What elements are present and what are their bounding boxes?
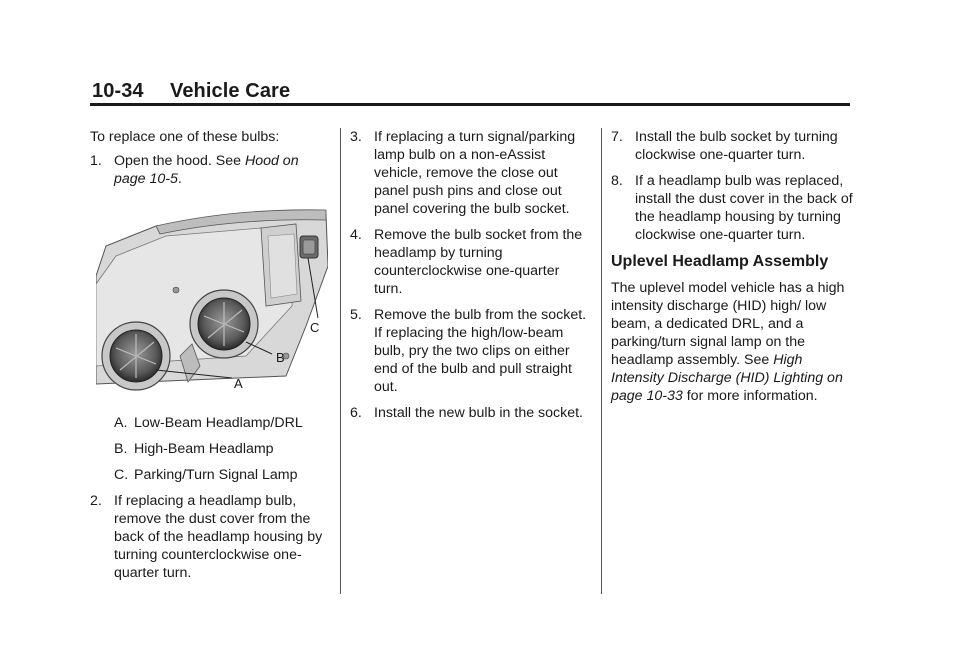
step-number: 8. xyxy=(611,173,623,189)
legend-text: High-Beam Headlamp xyxy=(134,441,274,457)
step-number: 2. xyxy=(90,493,102,509)
step-4 xyxy=(350,226,590,298)
callout-label-c: C xyxy=(310,320,320,335)
step-text: Remove the bulb socket from the headlamp by turning counterclockwise one-quarter turn. xyxy=(374,227,583,297)
headlamp-diagram xyxy=(96,206,328,396)
legend-key: C. xyxy=(114,467,129,483)
paragraph-text-end: for more information. xyxy=(682,388,818,404)
legend-item-b xyxy=(90,440,330,458)
step-6 xyxy=(350,404,590,422)
step-text: If replacing a turn signal/parking lamp bulb on a non-eAssist vehicle, remove the close out panel push pins and close out panel covering the bulb socket. xyxy=(374,129,576,217)
callout-label-b: B xyxy=(276,350,285,365)
legend-key: B. xyxy=(114,441,128,457)
step-8 xyxy=(611,172,855,244)
step-text: If replacing a headlamp bulb, remove the dust cover from the back of the headlamp housing by turning counterclockwise one-quarter turn. xyxy=(114,493,323,581)
section-title: Vehicle Care xyxy=(170,80,291,102)
step-text: If a headlamp bulb was replaced, install the dust cover in the back of the headlamp housing by turning clockwise one-quarter turn. xyxy=(635,173,853,243)
cross-reference-link[interactable]: High Intensity Discharge (HID) Lighting on page 10-33 xyxy=(611,352,843,404)
step-number: 7. xyxy=(611,129,623,145)
headlamp-illustration xyxy=(96,206,328,396)
legend-key: A. xyxy=(114,415,128,431)
step-number: 5. xyxy=(350,307,362,323)
intro-text: To replace one of these bulbs: xyxy=(90,129,280,145)
body-paragraph xyxy=(611,279,855,405)
paragraph-text: The uplevel model vehicle has a high intensity discharge (HID) high/ low beam, a dedicated DRL, and a parking/turn signal lamp on the headlamp assembly. See xyxy=(611,280,845,368)
cross-reference-link[interactable]: Hood on page 10-5 xyxy=(114,153,299,187)
step-5 xyxy=(350,306,590,396)
header-rule xyxy=(90,103,850,106)
callout-label-a: A xyxy=(234,376,243,391)
legend-item-c xyxy=(90,466,330,484)
step-text-end: . xyxy=(177,171,182,187)
section-heading: Uplevel Headlamp Assembly xyxy=(611,253,829,270)
step-text: Open the hood. See xyxy=(114,153,245,169)
page-number: 10-34 xyxy=(92,80,144,102)
legend-text: Parking/Turn Signal Lamp xyxy=(134,467,298,483)
step-1 xyxy=(90,152,330,188)
page-header xyxy=(92,80,290,103)
step-2 xyxy=(90,492,330,582)
step-text: Remove the bulb from the socket. If replacing the high/low-beam bulb, pry the two clips on either end of the bulb and pull straight out. xyxy=(374,307,587,395)
step-7 xyxy=(611,128,855,164)
column-2 xyxy=(350,128,590,430)
step-3 xyxy=(350,128,590,218)
legend-item-a xyxy=(90,414,330,432)
column-3 xyxy=(611,128,855,411)
step-text: Install the new bulb in the socket. xyxy=(374,405,583,421)
step-number: 1. xyxy=(90,153,102,169)
step-number: 4. xyxy=(350,227,362,243)
legend-text: Low-Beam Headlamp/DRL xyxy=(134,415,303,431)
step-number: 3. xyxy=(350,129,362,145)
step-text: Install the bulb socket by turning clockwise one-quarter turn. xyxy=(635,129,838,163)
column-divider-1 xyxy=(340,128,341,594)
column-divider-2 xyxy=(601,128,602,594)
step-number: 6. xyxy=(350,405,362,421)
column-1 xyxy=(90,128,330,590)
